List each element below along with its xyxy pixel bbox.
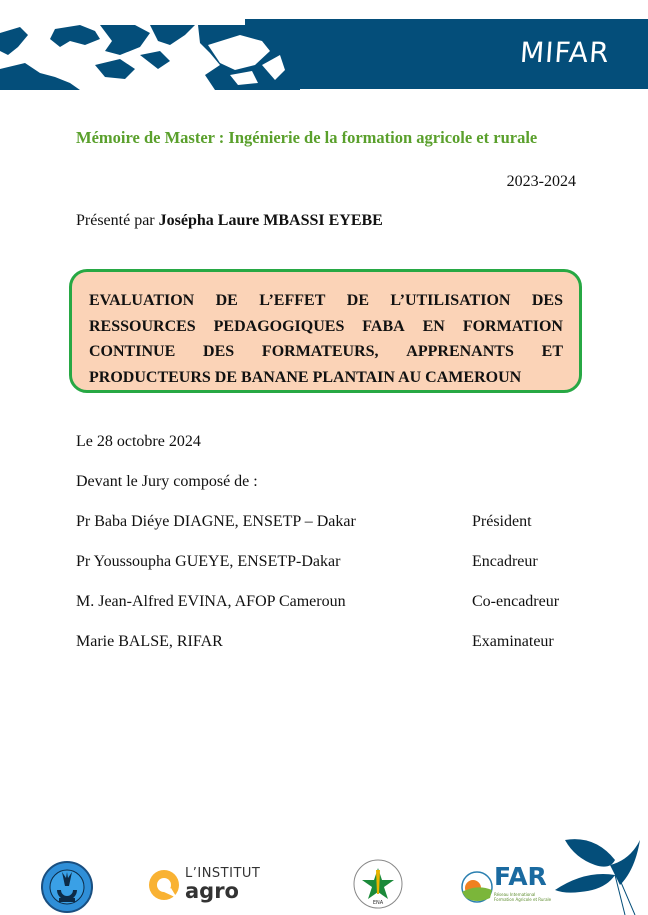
ena-caption: ENA bbox=[372, 900, 384, 906]
title-word: DE bbox=[215, 292, 238, 309]
jury-member-name: Pr Youssoupha GUEYE, ENSETP-Dakar bbox=[76, 553, 341, 570]
header-banner bbox=[0, 0, 648, 90]
jury-member-role: Encadreur bbox=[472, 553, 538, 570]
jury-member-name: Marie BALSE, RIFAR bbox=[76, 633, 223, 650]
defense-date: Le 28 octobre 2024 bbox=[76, 433, 201, 450]
jury-member-name: M. Jean-Alfred EVINA, AFOP Cameroun bbox=[76, 593, 346, 610]
brand-logo: MIFAR bbox=[518, 36, 611, 69]
title-word: APPRENANTS bbox=[406, 343, 514, 360]
jury-member-name: Pr Baba Diéye DIAGNE, ENSETP – Dakar bbox=[76, 513, 356, 530]
star-emblem-icon bbox=[352, 856, 404, 912]
far-label: FAR bbox=[494, 862, 547, 891]
title-line bbox=[89, 365, 563, 391]
jury-intro: Devant le Jury composé de : bbox=[76, 473, 258, 490]
title-line bbox=[89, 288, 563, 314]
title-word: DES bbox=[531, 292, 563, 309]
thesis-title-box bbox=[69, 269, 582, 393]
author-name: Josépha Laure MBASSI EYEBE bbox=[158, 212, 383, 229]
author-line bbox=[76, 212, 383, 230]
title-word: PRODUCTEURS DE BANANE PLANTAIN AU CAMEROUN bbox=[89, 368, 522, 386]
title-word: DES bbox=[203, 343, 235, 360]
title-word: CONTINUE bbox=[89, 343, 176, 360]
thesis-subtitle: Mémoire de Master : Ingénierie de la formation agricole et rurale bbox=[76, 128, 538, 147]
jury-member-role: Examinateur bbox=[472, 633, 554, 650]
institut-agro-logo bbox=[147, 866, 277, 906]
title-line bbox=[89, 339, 563, 365]
title-word: EVALUATION bbox=[89, 292, 195, 309]
title-word: L’EFFET bbox=[259, 292, 326, 309]
title-word: PEDAGOGIQUES bbox=[213, 317, 345, 335]
agro-label: agro bbox=[185, 879, 239, 903]
far-caption: Réseau International Formation Agricole et Rurale bbox=[494, 892, 552, 902]
decorative-texture-icon bbox=[0, 25, 300, 90]
title-word: FORMATEURS, bbox=[261, 343, 379, 360]
far-sun-icon bbox=[460, 870, 494, 904]
plant-leaves-icon bbox=[555, 830, 648, 915]
title-line bbox=[89, 314, 563, 340]
jury-member-role: Co-encadreur bbox=[472, 593, 560, 610]
seal-icon bbox=[40, 860, 94, 914]
presented-by-label: Présenté par bbox=[76, 212, 155, 229]
title-word: ET bbox=[541, 343, 563, 360]
title-word: RESSOURCES bbox=[89, 317, 196, 335]
academic-year: 2023-2024 bbox=[506, 173, 576, 190]
institut-agro-icon bbox=[147, 868, 181, 902]
institut-label: L’INSTITUT bbox=[185, 866, 261, 881]
far-logo bbox=[460, 862, 550, 912]
title-word: FABA bbox=[362, 317, 405, 335]
title-word: L’UTILISATION bbox=[390, 292, 511, 309]
partner-logos bbox=[0, 830, 648, 915]
title-word: DE bbox=[346, 292, 369, 309]
title-word: FORMATION bbox=[462, 317, 563, 335]
jury-member-role: Président bbox=[472, 513, 532, 530]
title-word: EN bbox=[422, 317, 445, 335]
